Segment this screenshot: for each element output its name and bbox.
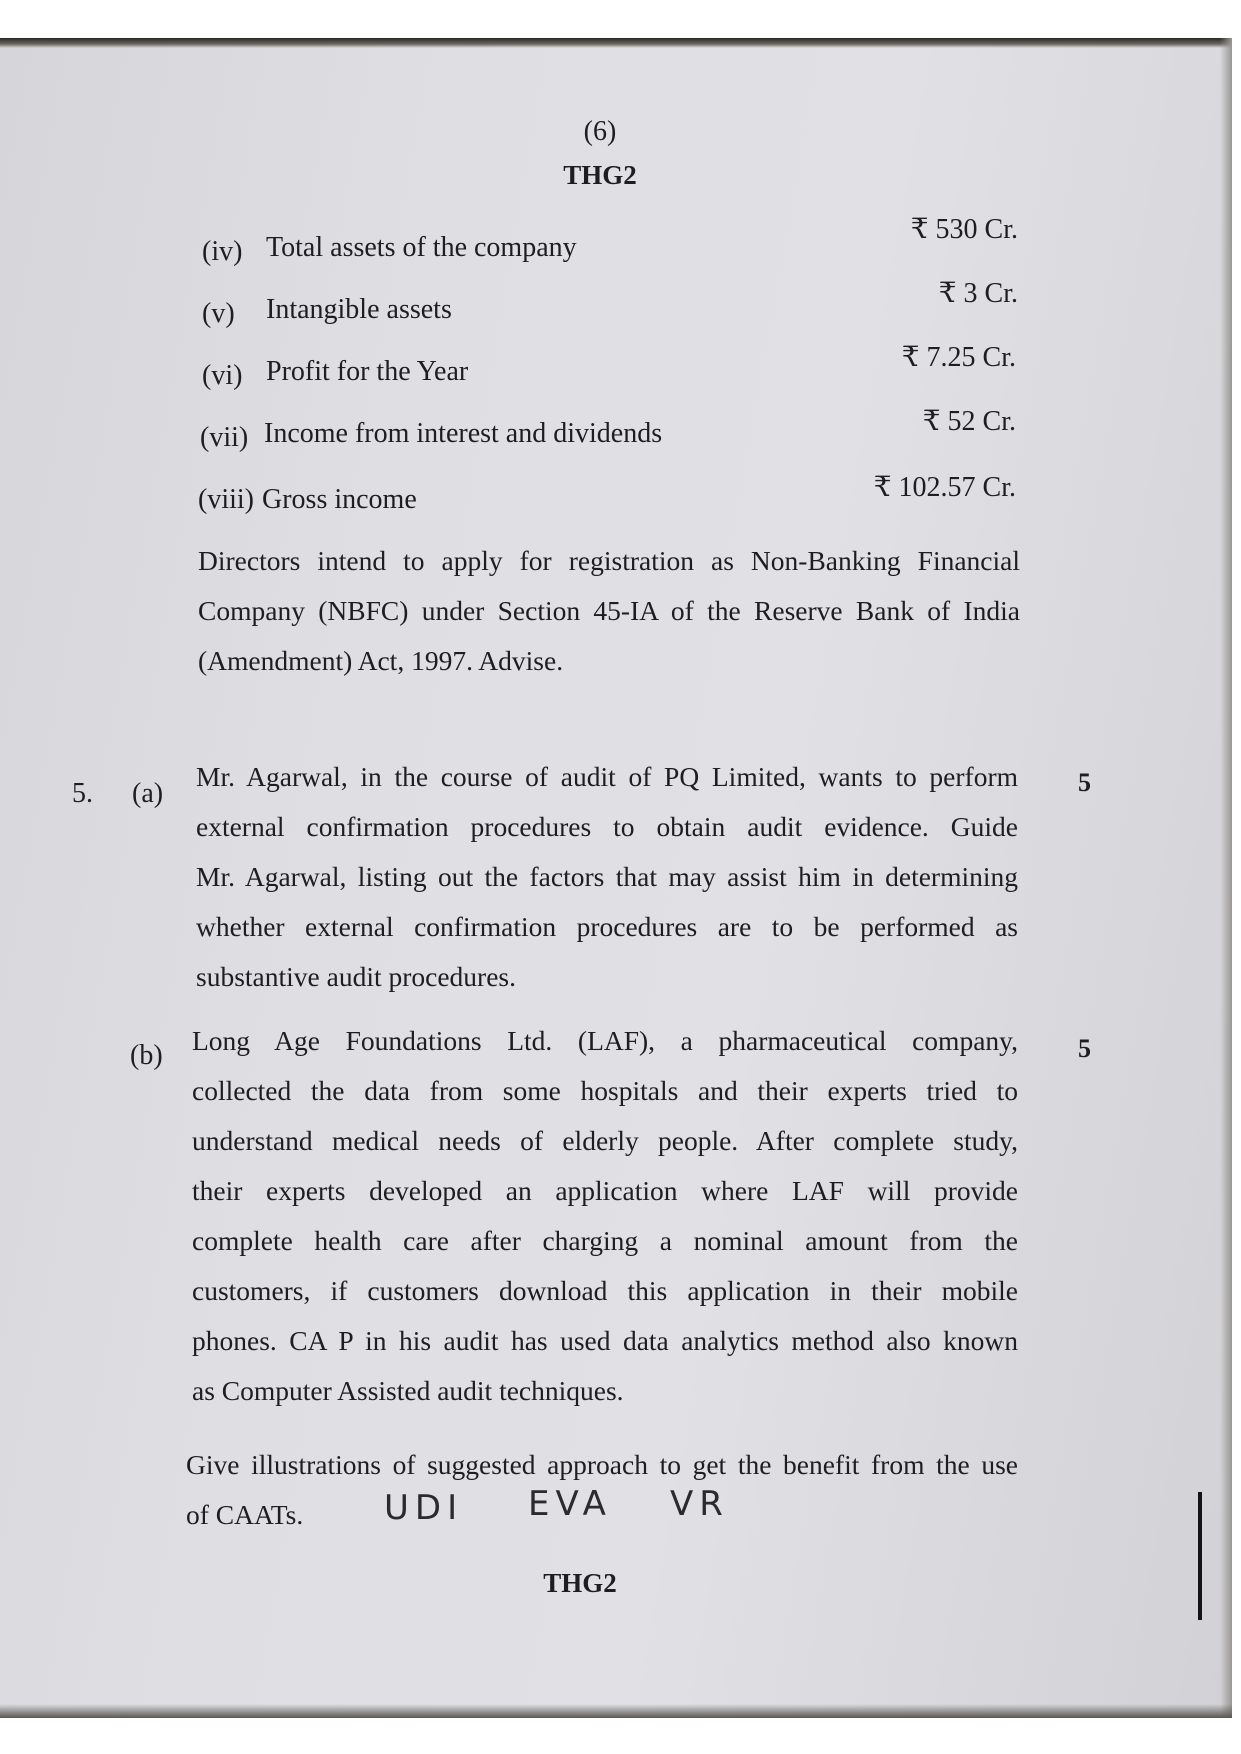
paragraph-line: Company (NBFC) under Section 45-IA of the Reserve Bank of India (198, 595, 1020, 626)
paragraph-line: whether external confirmation procedures are to be performed as (196, 911, 1018, 942)
paragraph-line: Mr. Agarwal, in the course of audit of PQ Limited, wants to perform (196, 761, 1018, 792)
part-b-label: (b) (130, 1040, 163, 1071)
item-text: Intangible assets (266, 294, 452, 325)
paragraph-line: Give illustrations of suggested approach to get the benefit from the use (186, 1449, 1018, 1480)
paragraph-line: customers, if customers download this application in their mobile (192, 1275, 1018, 1306)
paragraph-line: of CAATs. (186, 1499, 304, 1530)
part-a-marks: 5 (1078, 768, 1091, 797)
page-top-shadow (0, 38, 1232, 48)
item-label: (iv) (202, 236, 243, 267)
page-number: (6) (583, 116, 617, 147)
paragraph-line: phones. CA P in his audit has used data analytics method also known (192, 1325, 1018, 1356)
paragraph-line: (Amendment) Act, 1997. Advise. (198, 645, 564, 676)
question-number: 5. (72, 778, 93, 809)
item-amount: ₹ 3 Cr. (938, 278, 1018, 309)
paragraph-line: external confirmation procedures to obtain audit evidence. Guide (196, 811, 1018, 842)
paragraph-line: collected the data from some hospitals and their experts tried to (192, 1075, 1018, 1106)
item-amount: ₹ 7.25 Cr. (901, 342, 1016, 373)
handwritten-note: EVA (528, 1484, 612, 1524)
part-a-label: (a) (132, 778, 164, 809)
part-b-marks: 5 (1078, 1034, 1091, 1063)
paragraph-line: their experts developed an application where LAF will provide (192, 1175, 1018, 1206)
paper-code: THG2 (563, 160, 637, 190)
item-label: (viii) (198, 484, 254, 515)
item-text: Profit for the Year (266, 356, 469, 387)
item-amount: ₹ 102.57 Cr. (873, 472, 1016, 503)
handwritten-note: UDI (384, 1488, 464, 1528)
item-label: (v) (202, 298, 235, 329)
item-text: Income from interest and dividends (264, 418, 663, 449)
item-text: Total assets of the company (266, 232, 577, 263)
page-bottom-shadow (0, 1704, 1232, 1718)
page-right-shadow (1220, 38, 1232, 1718)
margin-line (1198, 1492, 1202, 1620)
part-a-text (196, 752, 1018, 1002)
paragraph-line: understand medical needs of elderly people. After complete study, (192, 1125, 1018, 1156)
paragraph-line: as Computer Assisted audit techniques. (192, 1375, 624, 1406)
item-label: (vii) (200, 422, 249, 453)
item-amount: ₹ 52 Cr. (922, 406, 1016, 437)
paragraph-line: complete health care after charging a nominal amount from the (192, 1225, 1018, 1256)
paragraph-line: substantive audit procedures. (196, 961, 516, 992)
item-text: Gross income (262, 484, 417, 515)
paragraph-line: Long Age Foundations Ltd. (LAF), a pharmaceutical company, (192, 1025, 1018, 1056)
paragraph-line: Mr. Agarwal, listing out the factors that may assist him in determining (196, 861, 1018, 892)
handwritten-note: VR (670, 1484, 729, 1524)
directors-paragraph (198, 536, 1020, 686)
item-amount: ₹ 530 Cr. (910, 214, 1018, 245)
part-b-text (192, 1016, 1018, 1416)
item-label: (vi) (202, 360, 243, 391)
footer-code: THG2 (543, 1568, 617, 1598)
paragraph-line: Directors intend to apply for registration as Non-Banking Financial (198, 545, 1020, 576)
